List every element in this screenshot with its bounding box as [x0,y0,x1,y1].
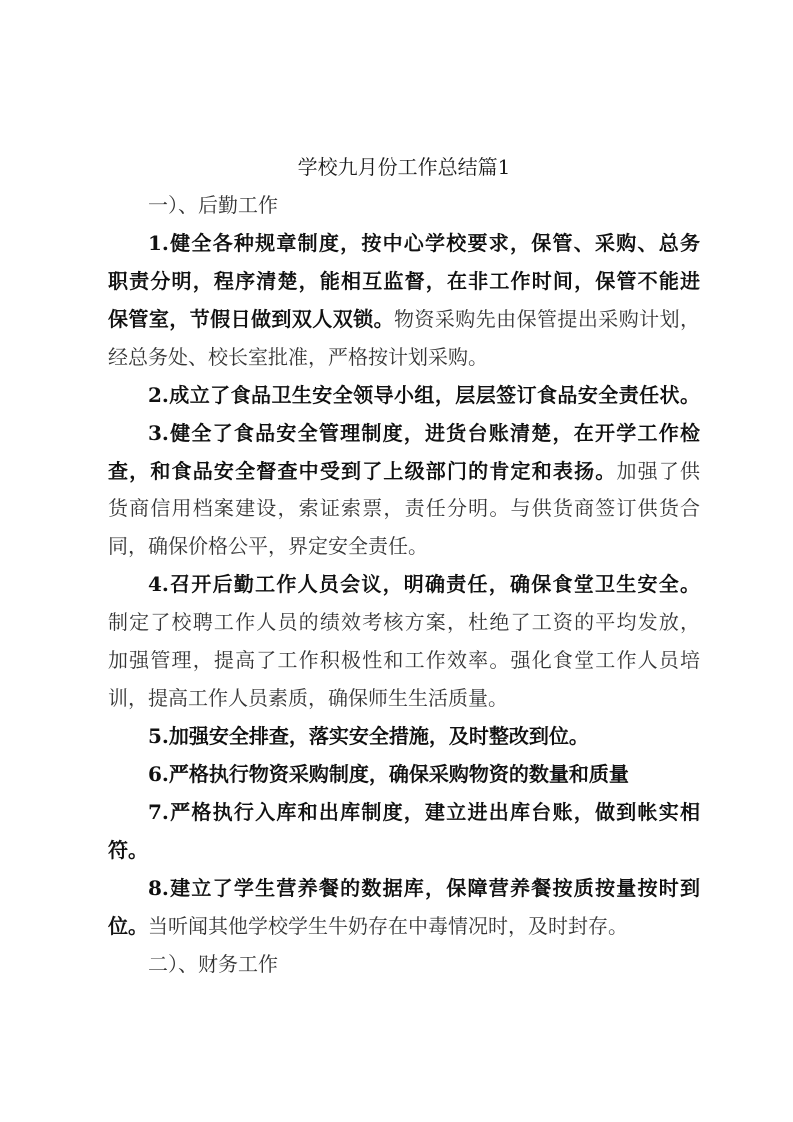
bold-text: 符。 [108,837,148,862]
bold-text: 4.召开后勤工作人员会议，明确责任，确保食堂卫生安全。 [148,572,700,597]
text-line [108,415,700,453]
bold-text: 位。 [108,913,148,938]
text-line [108,604,700,642]
body-text: 货商信用档案建设，索证索票，责任分明。与供货商签订供货合 [108,496,700,521]
body-text: 训，提高工作人员素质，确保师生生活质量。 [108,686,508,711]
bold-text: 保管室，节假日做到双人双锁。 [108,306,394,331]
bold-text: 2.成立了食品卫生安全领导小组，层层签订食品安全责任状。 [148,382,700,407]
body-text: 一）、后勤工作 [148,192,278,217]
document-page [108,149,700,984]
bold-text: 职责分明，程序清楚，能相互监督，在非工作时间，保管不能进 [108,268,700,293]
section-heading [108,946,700,984]
text-line [108,794,700,832]
bold-text: 5.加强安全排查，落实安全措施，及时整改到位。 [148,724,589,749]
bold-text: 查，和食品安全督查中受到了上级部门的肯定和表扬。 [108,458,617,483]
body-text: 当听闻其他学校学生牛奶存在中毒情况时，及时封存。 [148,913,628,938]
text-line [108,377,700,415]
body-text: 物资采购先由保管提出采购计划， [394,306,700,331]
body-text: 二）、财务工作 [148,951,278,976]
text-line [108,680,700,718]
text-line [108,528,700,566]
text-line [108,225,700,263]
bold-text: 6.严格执行物资采购制度，确保采购物资的数量和质量 [148,762,629,786]
document-title: 学校九月份工作总结篇1 [297,155,511,179]
body-text: 加强管理，提高了工作积极性和工作效率。强化食堂工作人员培 [108,648,700,673]
text-line [108,718,700,756]
text-line [108,832,700,870]
bold-text: 8.建立了学生营养餐的数据库，保障营养餐按质按量按时到 [148,875,700,900]
text-line [108,566,700,604]
text-line [108,339,700,377]
text-line [108,870,700,908]
text-line [108,453,700,491]
body-text: 经总务处、校长室批准，严格按计划采购。 [108,344,488,369]
text-line [108,642,700,680]
text-line [108,490,700,528]
body-text: 加强了供 [616,458,701,483]
text-line [108,301,700,339]
body-text: 同，确保价格公平，界定安全责任。 [108,534,428,559]
bold-text: 7.严格执行入库和出库制度，建立进出库台账，做到帐实相 [148,799,700,824]
bold-text: 1.健全各种规章制度，按中心学校要求，保管、采购、总务 [148,230,700,255]
section-heading [108,187,700,225]
text-line [108,756,700,794]
body-text: 制定了校聘工作人员的绩效考核方案，杜绝了工资的平均发放， [108,610,700,635]
text-line [108,908,700,946]
bold-text: 3.健全了食品安全管理制度，进货台账清楚，在开学工作检 [148,420,700,445]
text-line [108,263,700,301]
